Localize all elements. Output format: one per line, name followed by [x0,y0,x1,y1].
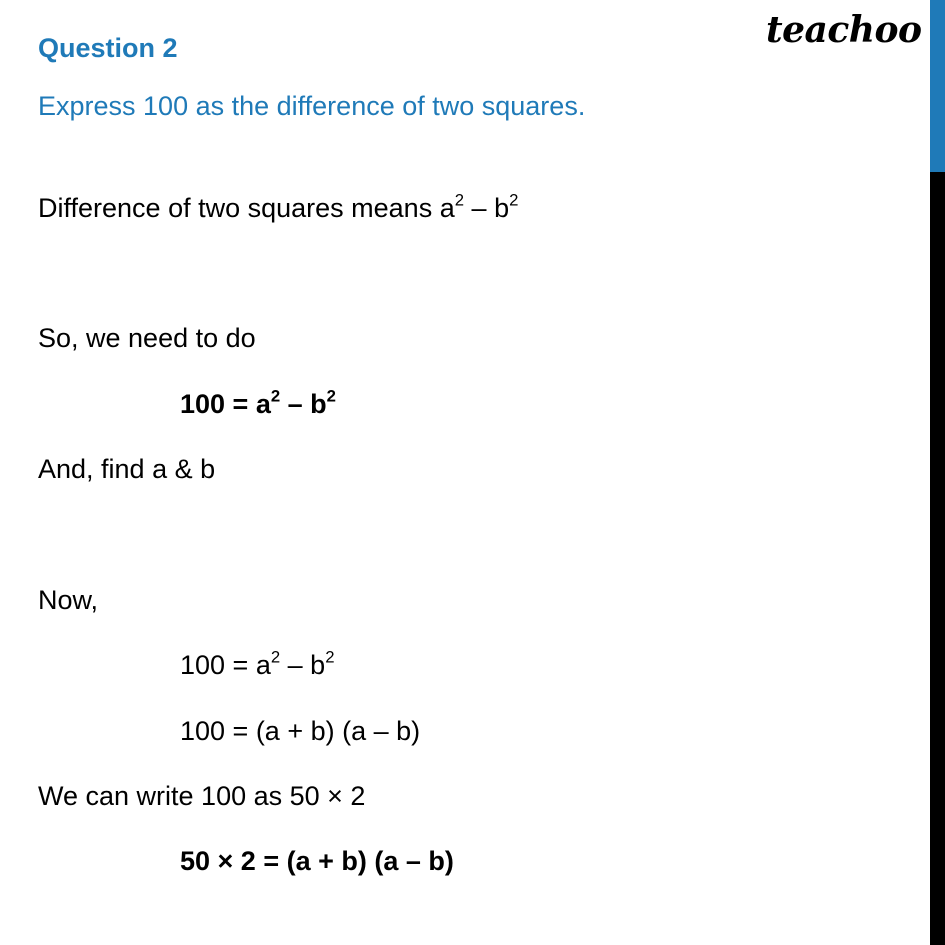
definition-exponent-a: 2 [454,190,465,210]
definition-line [38,190,519,223]
equation-main-lhs: 100 = a [180,389,271,419]
need-line: So, we need to do [38,323,256,353]
equation-main-exponent-b: 2 [326,386,336,406]
definition-minus-b: – b [464,193,510,223]
equation-main-exponent-a: 2 [270,386,281,406]
equation-main-minus-b: – b [280,389,327,419]
teachoo-logo: teachoo [766,9,922,51]
write-line: We can write 100 as 50 × 2 [38,781,366,811]
scrollbar-thumb[interactable] [930,0,945,172]
question-title: Question 2 [38,33,178,63]
equation-step-1-lhs: 100 = a [180,650,271,680]
equation-step-2: 100 = (a + b) (a – b) [180,716,421,746]
definition-exponent-b: 2 [509,190,519,210]
equation-step-1-minus-b: – b [280,650,326,680]
equation-main-bold [180,386,336,419]
equation-step-3-bold: 50 × 2 = (a + b) (a – b) [180,846,454,876]
now-line: Now, [38,585,99,615]
scrollbar-track[interactable] [930,0,945,945]
equation-step-1-exponent-a: 2 [270,647,281,667]
question-prompt: Express 100 as the difference of two squares. [38,91,586,121]
find-line: And, find a & b [38,454,216,484]
equation-step-1 [180,647,335,680]
definition-text: Difference of two squares means a [38,193,455,223]
equation-step-1-exponent-b: 2 [325,647,335,667]
